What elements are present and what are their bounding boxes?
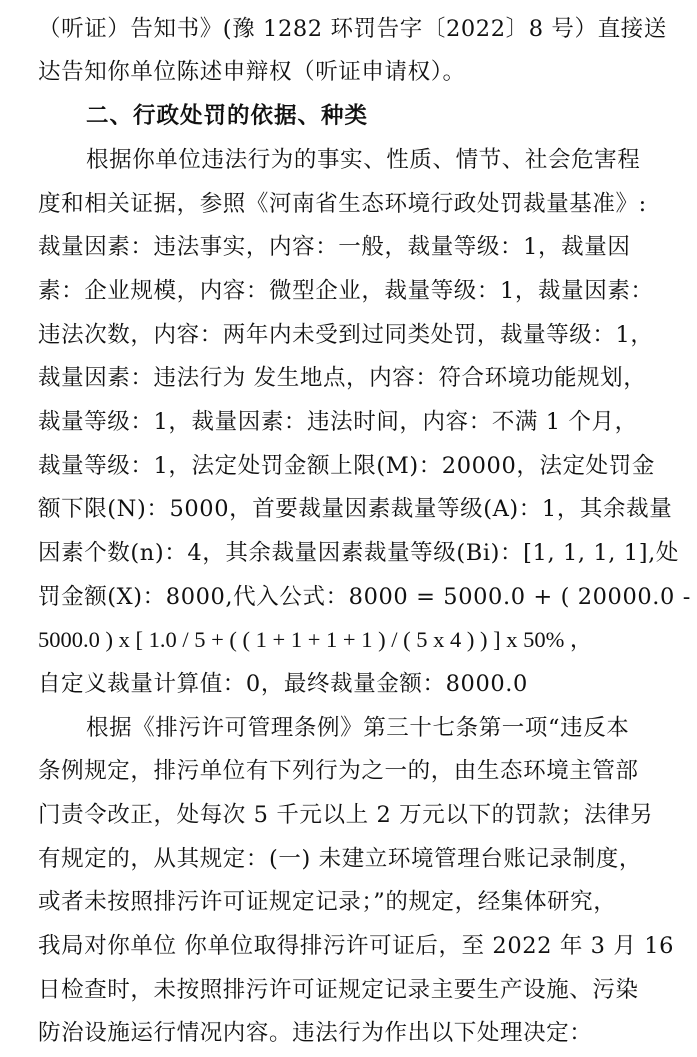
paragraph-line: 裁量因素：违法事实，内容：一般，裁量等级：1，裁量因 [38, 234, 631, 260]
paragraph-line: 根据你单位违法行为的事实、性质、情节、社会危害程 [86, 147, 641, 173]
paragraph-line: 门责令改正，处每次 5 千元以上 2 万元以下的罚款；法律另 [38, 802, 654, 828]
formula-line: 罚金额(X)：8000,代入公式：8000 = 5000.0 + ( 20000.0 - [38, 584, 691, 610]
paragraph-line: 达告知你单位陈述申辩权（听证申请权）。 [38, 59, 466, 85]
paragraph-line: 违法次数，内容：两年内未受到过同类处罚，裁量等级：1， [38, 322, 654, 348]
paragraph-line: 我局对你单位 你单位取得排污许可证后，至 2022 年 3 月 16 [38, 933, 675, 959]
paragraph-line: 裁量因素：违法行为 发生地点，内容：符合环境功能规划， [38, 365, 647, 391]
paragraph-line: 根据《排污许可管理条例》第三十七条第一项“违反本 [86, 715, 630, 741]
paragraph-line: 日检查时，未按照排污许可证规定记录主要生产设施、污染 [38, 977, 639, 1003]
paragraph-line: 或者未按照排污许可证规定记录；”的规定，经集体研究， [38, 889, 617, 915]
paragraph-line: 素：企业规模，内容：微型企业，裁量等级：1，裁量因素： [38, 278, 654, 304]
paragraph-line: 裁量等级：1，法定处罚金额上限(M)：20000，法定处罚金 [38, 453, 655, 479]
paragraph-line: 度和相关证据，参照《河南省生态环境行政处罚裁量基准》: [38, 191, 647, 217]
formula-line: 5000.0 ) x [ 1.0 / 5 + ( ( 1 + 1 + 1 + 1 ) / ( 5 x 4 ) ) ] x 50% ， [38, 627, 593, 652]
section-heading: 二、行政处罚的依据、种类 [86, 103, 369, 129]
paragraph-line: 额下限(N)：5000，首要裁量因素裁量等级(A)：1，其余裁量 [38, 496, 673, 522]
paragraph-line: 防治设施运行情况内容。违法行为作出以下处理决定： [38, 1020, 593, 1046]
paragraph-line: 条例规定，排污单位有下列行为之一的，由生态环境主管部 [38, 758, 639, 784]
paragraph-line: （听证）告知书》(豫 1282 环罚告字〔2022〕8 号）直接送 [38, 16, 667, 42]
paragraph-line: 有规定的，从其规定：(一) 未建立环境管理台账记录制度， [38, 846, 643, 872]
paragraph-line: 裁量等级：1，裁量因素：违法时间，内容：不满 1 个月， [38, 409, 638, 435]
paragraph-line: 自定义裁量计算值：0，最终裁量金额：8000.0 [38, 671, 528, 697]
paragraph-line: 因素个数(n)：4，其余裁量因素裁量等级(Bi)：[1, 1, 1, 1],处 [38, 540, 679, 566]
